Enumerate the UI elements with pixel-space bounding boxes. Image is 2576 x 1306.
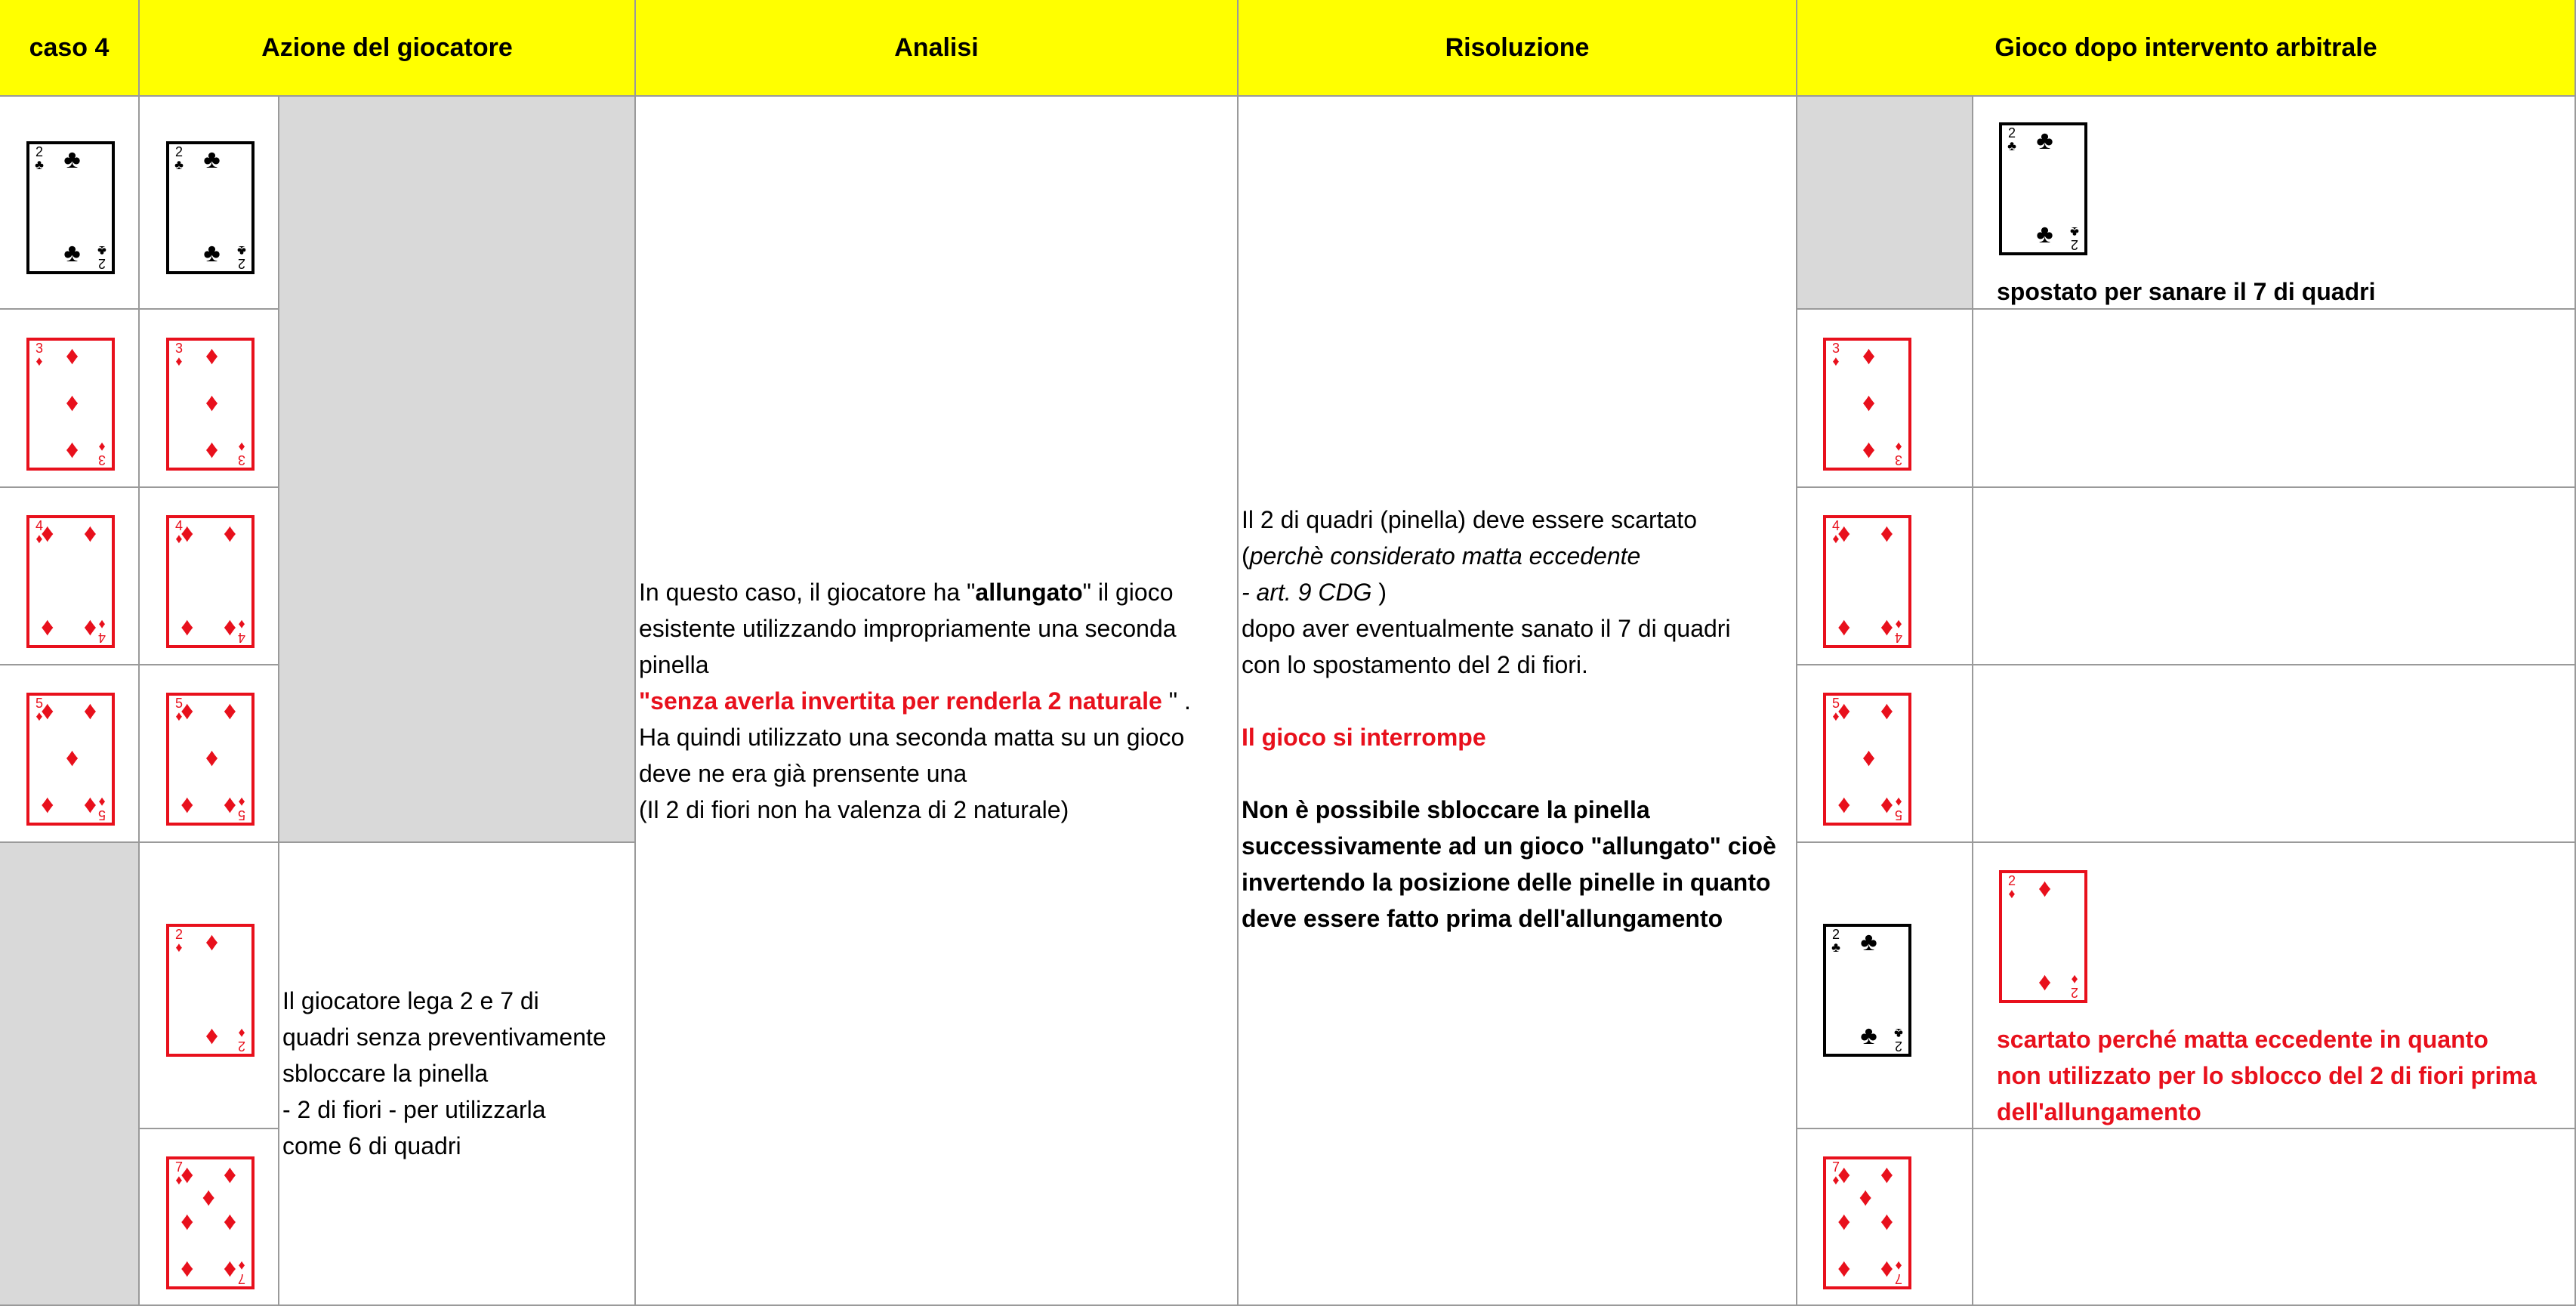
card-2-clubs-after: [1823, 924, 1911, 1057]
card-4-diamonds-after: [1823, 515, 1911, 648]
diamond-pip-icon: ♦: [65, 743, 79, 773]
action-gray-block: [279, 97, 636, 843]
card-corner-index: 5 ♦: [1895, 795, 1903, 823]
diamond-pip-icon: ♦: [180, 790, 194, 820]
header-resolution: Risoluzione: [1239, 0, 1797, 97]
card-3-diamonds-orig: [26, 338, 115, 471]
diamond-pip-icon: ♦: [205, 388, 219, 418]
orig-empty-cell: [0, 843, 140, 1306]
diamond-pip-icon: ♦: [205, 341, 219, 371]
diamond-pip-icon: ♦: [1837, 696, 1851, 726]
card-3-diamonds-played: [166, 338, 255, 471]
diamond-pip-icon: ♦: [223, 1207, 237, 1237]
action-note-line: come 6 di quadri: [282, 1132, 461, 1159]
card-corner-index: 4 ♦: [174, 518, 183, 546]
analysis-line-red: "senza averla invertita per renderla 2 naturale " .: [639, 687, 1191, 715]
diamond-pip-icon: ♦: [41, 613, 54, 642]
diamond-pip-icon: ♦: [223, 519, 237, 548]
diamond-pip-icon: ♦: [83, 613, 97, 642]
resolution-line: (perchè considerato matta eccedente: [1242, 542, 1641, 570]
diamond-pip-icon: ♦: [205, 1021, 219, 1051]
club-pip-icon: ♣: [1860, 928, 1877, 957]
diamond-pip-icon: ♦: [223, 1160, 237, 1190]
card-corner-index: 2 ♣: [1831, 927, 1840, 955]
diamond-pip-icon: ♦: [180, 696, 194, 726]
analysis-line: pinella: [639, 651, 709, 678]
diamond-pip-icon: ♦: [1880, 1207, 1894, 1237]
resolution-line: - art. 9 CDG ): [1242, 579, 1387, 606]
diamond-pip-icon: ♦: [202, 1183, 215, 1212]
resolution-line: successivamente ad un gioco "allungato" cioè: [1242, 832, 1776, 860]
resolution-line: deve essere fatto prima dell'allungamento: [1242, 905, 1723, 932]
card-2-clubs-moved: [1999, 122, 2087, 255]
card-2-diamonds-discarded: [1999, 870, 2087, 1003]
diamond-pip-icon: ♦: [1880, 613, 1894, 642]
action-note-line: Il giocatore lega 2 e 7 di: [282, 987, 539, 1014]
diamond-pip-icon: ♦: [1837, 1207, 1851, 1237]
card-corner-index: 2 ♣: [237, 243, 246, 271]
header-action: Azione del giocatore: [140, 0, 636, 97]
diamond-pip-icon: ♦: [1862, 341, 1876, 371]
card-corner-index: 2 ♣: [35, 144, 44, 172]
after-gray-cell: [1797, 97, 1973, 310]
club-pip-icon: ♣: [63, 145, 81, 174]
diamond-pip-icon: ♦: [1880, 519, 1894, 548]
card-2-diamonds-played: [166, 924, 255, 1057]
diamond-pip-icon: ♦: [83, 519, 97, 548]
action-note-line: sbloccare la pinella: [282, 1060, 489, 1087]
card-corner-index: 7 ♦: [1831, 1159, 1840, 1187]
header-analysis: Analisi: [636, 0, 1239, 97]
card-5-diamonds-after: [1823, 693, 1911, 826]
analysis-line: deve ne era già prensente una: [639, 760, 967, 787]
card-2-clubs-played: [166, 141, 255, 274]
card-corner-index: 4 ♦: [1831, 518, 1840, 546]
card-corner-index: 4 ♦: [35, 518, 43, 546]
card-7-diamonds-played: [166, 1156, 255, 1289]
diamond-pip-icon: ♦: [41, 519, 54, 548]
resolution-line: con lo spostamento del 2 di fiori.: [1242, 651, 1588, 678]
diamond-pip-icon: ♦: [180, 1160, 194, 1190]
after-note-discarded: dell'allungamento: [1997, 1098, 2201, 1125]
diamond-pip-icon: ♦: [223, 790, 237, 820]
diamond-pip-icon: ♦: [1837, 1254, 1851, 1283]
club-pip-icon: ♣: [2036, 220, 2053, 249]
diamond-pip-icon: ♦: [2038, 874, 2052, 903]
action-note-line: quadri senza preventivamente: [282, 1023, 606, 1051]
card-corner-index: 2 ♣: [174, 144, 184, 172]
diamond-pip-icon: ♦: [1837, 613, 1851, 642]
card-corner-index: 7 ♦: [238, 1258, 246, 1286]
resolution-interrupt: Il gioco si interrompe: [1242, 724, 1486, 751]
card-corner-index: 5 ♦: [98, 795, 106, 823]
diamond-pip-icon: ♦: [1837, 519, 1851, 548]
resolution-line: Non è possibile sbloccare la pinella: [1242, 796, 1650, 823]
after-note-discarded: scartato perché matta eccedente in quanto: [1997, 1026, 2488, 1053]
card-corner-index: 7 ♦: [1895, 1258, 1903, 1286]
card-corner-index: 3 ♦: [1831, 341, 1840, 369]
diamond-pip-icon: ♦: [205, 743, 219, 773]
resolution-line: dopo aver eventualmente sanato il 7 di quadri: [1242, 615, 1731, 642]
analysis-line: esistente utilizzando impropriamente una seconda: [639, 615, 1177, 642]
diamond-pip-icon: ♦: [65, 435, 79, 465]
card-corner-index: 3 ♦: [1895, 440, 1903, 468]
diamond-pip-icon: ♦: [41, 696, 54, 726]
diamond-pip-icon: ♦: [180, 1254, 194, 1283]
diamond-pip-icon: ♦: [1862, 743, 1876, 773]
card-corner-index: 2 ♣: [1894, 1026, 1903, 1054]
card-corner-index: 2 ♣: [97, 243, 106, 271]
card-corner-index: 2 ♦: [174, 927, 183, 955]
club-pip-icon: ♣: [203, 145, 221, 174]
diamond-pip-icon: ♦: [223, 1254, 237, 1283]
card-4-diamonds-played: [166, 515, 255, 648]
diamond-pip-icon: ♦: [83, 696, 97, 726]
card-5-diamonds-orig: [26, 693, 115, 826]
card-corner-index: 2 ♦: [2071, 972, 2079, 1000]
action-note-line: - 2 di fiori - per utilizzarla: [282, 1096, 546, 1123]
card-corner-index: 2 ♣: [2007, 125, 2016, 153]
club-pip-icon: ♣: [1860, 1021, 1877, 1051]
card-corner-index: 2 ♦: [2007, 873, 2016, 901]
card-corner-index: 2 ♣: [2070, 224, 2079, 252]
after-note-empty-2: [1973, 488, 2576, 665]
diamond-pip-icon: ♦: [83, 790, 97, 820]
diamond-pip-icon: ♦: [1859, 1183, 1872, 1212]
club-pip-icon: ♣: [63, 239, 81, 268]
card-corner-index: 2 ♦: [238, 1026, 246, 1054]
card-corner-index: 3 ♦: [35, 341, 43, 369]
card-corner-index: 7 ♦: [174, 1159, 183, 1187]
diamond-pip-icon: ♦: [1880, 790, 1894, 820]
card-corner-index: 4 ♦: [1895, 617, 1903, 645]
after-note-empty-3: [1973, 665, 2576, 843]
diamond-pip-icon: ♦: [1837, 1160, 1851, 1190]
diamond-pip-icon: ♦: [1837, 790, 1851, 820]
analysis-line: Ha quindi utilizzato una seconda matta su un gioco: [639, 724, 1185, 751]
diamond-pip-icon: ♦: [180, 1207, 194, 1237]
after-note-discarded: non utilizzato per lo sblocco del 2 di fiori prima: [1997, 1062, 2537, 1089]
diamond-pip-icon: ♦: [223, 696, 237, 726]
diamond-pip-icon: ♦: [1880, 1160, 1894, 1190]
card-5-diamonds-played: [166, 693, 255, 826]
card-corner-index: 3 ♦: [174, 341, 183, 369]
diamond-pip-icon: ♦: [65, 341, 79, 371]
diamond-pip-icon: ♦: [223, 613, 237, 642]
card-corner-index: 5 ♦: [238, 795, 246, 823]
card-2-clubs-orig: [26, 141, 115, 274]
diamond-pip-icon: ♦: [65, 388, 79, 418]
diamond-pip-icon: ♦: [1862, 435, 1876, 465]
club-pip-icon: ♣: [203, 239, 221, 268]
header-after: Gioco dopo intervento arbitrale: [1797, 0, 2576, 97]
header-case: caso 4: [0, 0, 140, 97]
card-3-diamonds-after: [1823, 338, 1911, 471]
after-note-empty-1: [1973, 310, 2576, 488]
resolution-cell: [1239, 97, 1797, 1306]
diamond-pip-icon: ♦: [205, 928, 219, 957]
diamond-pip-icon: ♦: [1880, 696, 1894, 726]
diamond-pip-icon: ♦: [205, 435, 219, 465]
card-corner-index: 3 ♦: [98, 440, 106, 468]
diamond-pip-icon: ♦: [2038, 968, 2052, 997]
card-corner-index: 5 ♦: [35, 696, 43, 724]
card-corner-index: 5 ♦: [1831, 696, 1840, 724]
after-note-empty-4: [1973, 1129, 2576, 1306]
card-4-diamonds-orig: [26, 515, 115, 648]
club-pip-icon: ♣: [2036, 126, 2053, 156]
card-7-diamonds-after: [1823, 1156, 1911, 1289]
card-corner-index: 4 ♦: [98, 617, 106, 645]
card-corner-index: 5 ♦: [174, 696, 183, 724]
resolution-line: invertendo la posizione delle pinelle in quanto: [1242, 869, 1771, 896]
after-note-moved: spostato per sanare il 7 di quadri: [1997, 278, 2376, 305]
diamond-pip-icon: ♦: [1880, 1254, 1894, 1283]
diamond-pip-icon: ♦: [1862, 388, 1876, 418]
diamond-pip-icon: ♦: [41, 790, 54, 820]
resolution-line: Il 2 di quadri (pinella) deve essere scartato: [1242, 506, 1697, 533]
diamond-pip-icon: ♦: [180, 613, 194, 642]
analysis-line: (Il 2 di fiori non ha valenza di 2 naturale): [639, 796, 1069, 823]
analysis-line-1: In questo caso, il giocatore ha "allungato" il gioco: [639, 579, 1174, 606]
diamond-pip-icon: ♦: [180, 519, 194, 548]
card-corner-index: 3 ♦: [238, 440, 246, 468]
card-corner-index: 4 ♦: [238, 617, 246, 645]
